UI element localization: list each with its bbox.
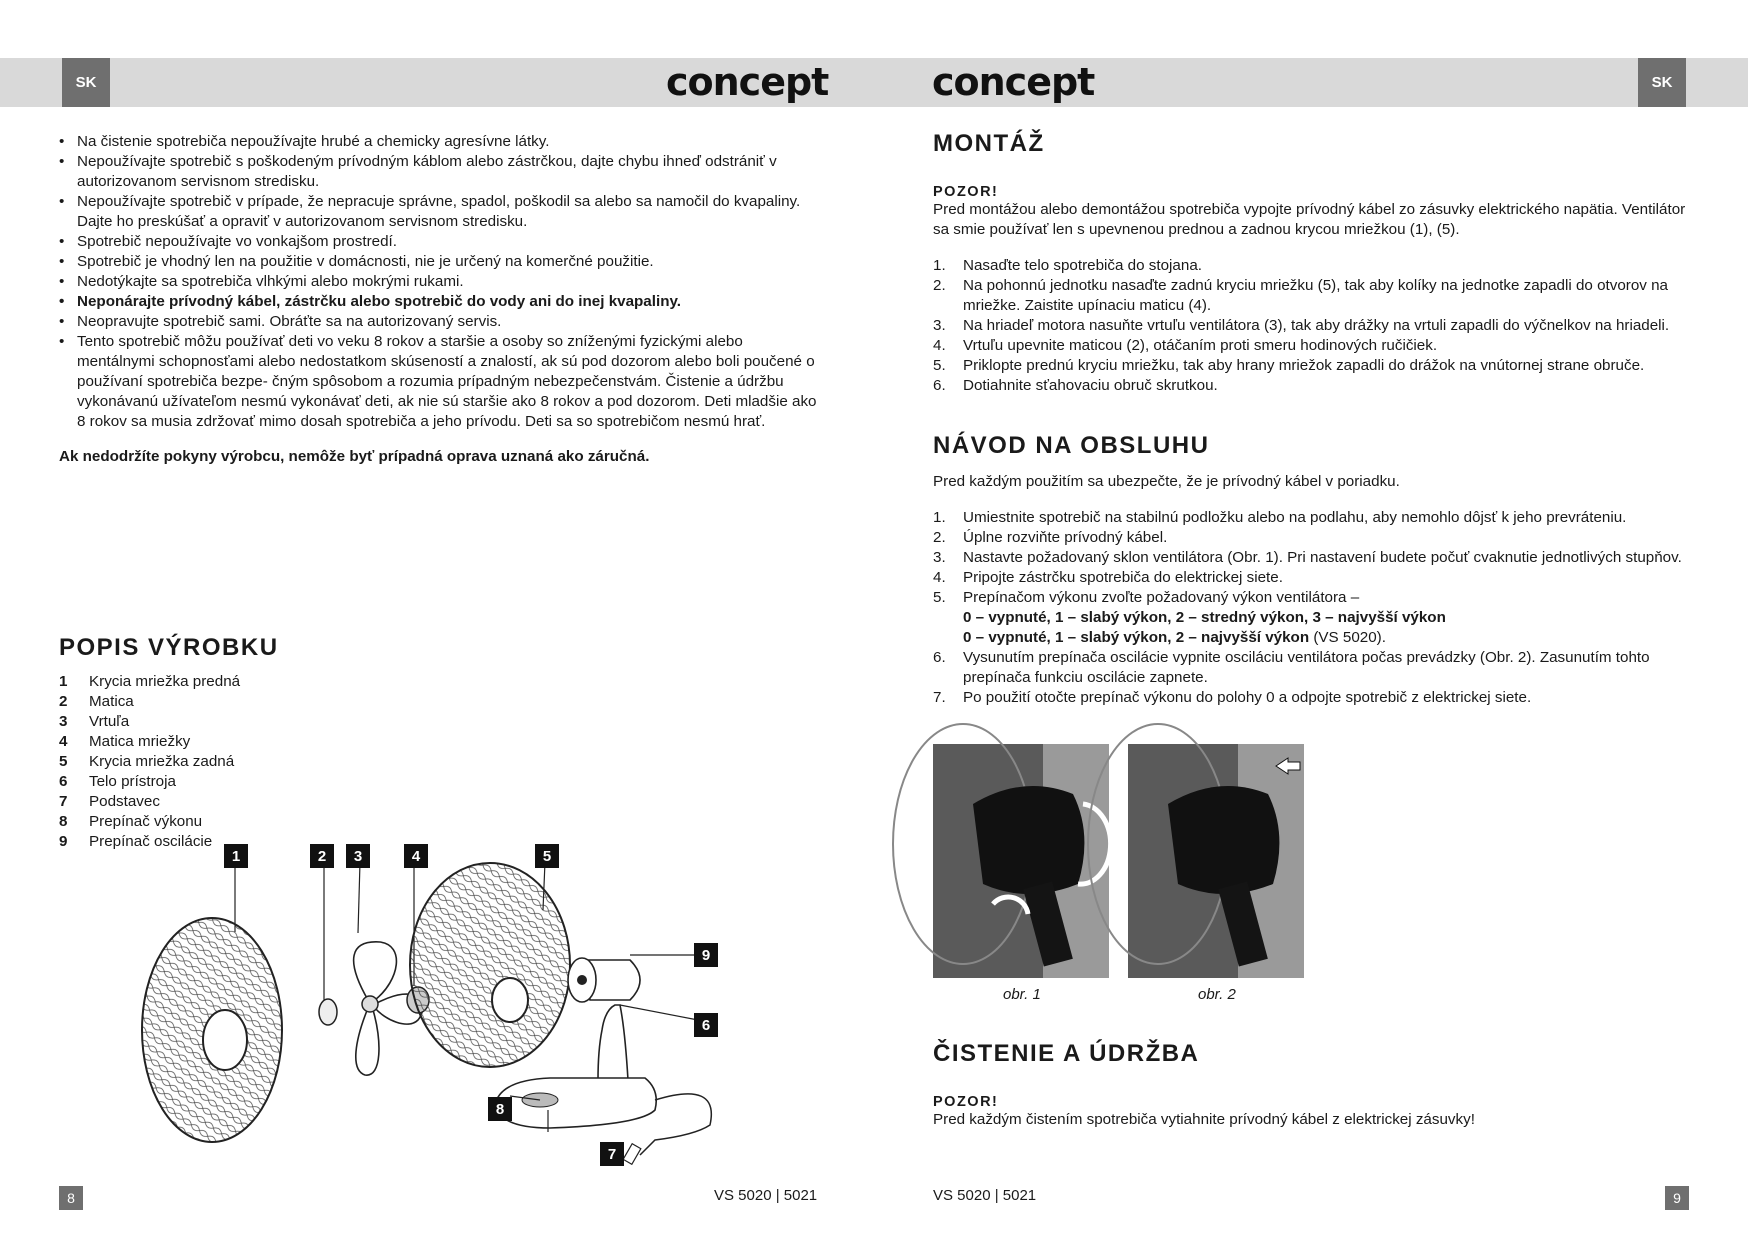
step-text: Vysunutím prepínača oscilácie vypnite osciláciu ventilátora počas prevádzky (Obr. 2). Zasunutím tohto prepínača funkciu oscilácie zapnete.: [963, 649, 1650, 686]
part-label: Podstavec: [89, 793, 160, 810]
step-number: 5.: [933, 357, 946, 374]
cleaning-warning-text: Pred každým čistením spotrebiča vytiahnite prívodný kábel z elektrickej zásuvky!: [933, 1111, 1475, 1128]
warranty-note: Ak nedodržíte pokyny výrobcu, nemôže byť prípadná oprava uznaná ako záručná.: [59, 448, 650, 465]
step-number: 2.: [933, 529, 946, 546]
step-item: [933, 508, 1693, 528]
safety-bullet: • Na čistenie spotrebiča nepoužívajte hrubé a chemicky agresívne látky.: [59, 132, 819, 152]
model-suffix: (VS 5020).: [1309, 629, 1386, 646]
model-label-right: VS 5020 | 5021: [933, 1187, 1037, 1204]
step-text: Vrtuľu upevnite maticou (2), otáčaním proti smeru hodinových ručičiek.: [963, 337, 1438, 354]
part-number: 2: [59, 693, 68, 710]
diagram-callout-4: [404, 844, 428, 868]
figure-2-caption: obr. 2: [1198, 986, 1236, 1003]
diagram-callout-9: [694, 943, 718, 967]
svg-text:1: 1: [231, 848, 241, 865]
safety-bullet: • Neopravujte spotrebič sami. Obráťte sa na autorizovaný servis.: [59, 312, 819, 332]
part-number: 4: [59, 733, 68, 750]
step-text: Nastavte požadovaný sklon ventilátora (Obr. 1). Pri nastavení budete počuť cvaknutie jednotlivých stupňov.: [963, 549, 1682, 566]
operation-intro: Pred každým použitím sa ubezpečte, že je prívodný kábel v poriadku.: [933, 473, 1400, 490]
step-number: 4.: [933, 337, 946, 354]
language-badge-right: SK: [1638, 58, 1686, 107]
left-page: [59, 132, 819, 465]
step-text: Dotiahnite sťahovaciu obruč skrutkou.: [963, 377, 1218, 394]
safety-bullet: • Nepoužívajte spotrebič v prípade, že nepracuje správne, spadol, poškodil sa alebo sa namočil do kvapaliny. Dajte ho preskúšať a opraviť v autorizovanom servisnom stredisku.: [59, 192, 819, 232]
step-item: [933, 356, 1693, 376]
step-item: [933, 588, 1693, 648]
step-text: Na hriadeľ motora nasuňte vrtuľu ventilátora (3), tak aby drážky na vrtuli zapadli do výčnelkov na hriadeli.: [963, 317, 1670, 334]
step-item: [933, 528, 1693, 548]
step-text: Na pohonnú jednotku nasaďte zadnú kryciu mriežku (5), tak aby kolíky na jednotke zapadli do otvorov na mriežke. Zaistite upínaciu maticu (4).: [963, 277, 1668, 314]
part-item: [59, 812, 759, 832]
step-text: Umiestnite spotrebič na stabilnú podložku alebo na podlahu, aby nemohlo dôjsť k jeho prevráteniu.: [963, 509, 1627, 526]
diagram-callout-8: [488, 1097, 512, 1121]
step-item: [933, 276, 1693, 316]
diagram-callout-2: [310, 844, 334, 868]
fan-exploded-diagram: [150, 848, 730, 1170]
part-label: Prepínač výkonu: [89, 813, 203, 830]
assembly-section: [933, 130, 1693, 396]
power-levels-5020-line: [963, 628, 1693, 648]
safety-bullet: • Spotrebič je vhodný len na použitie v domácnosti, nie je určený na komerčné použitie.: [59, 252, 819, 272]
svg-text:2: 2: [317, 848, 327, 865]
step-number: 5.: [933, 589, 946, 606]
svg-text:7: 7: [607, 1146, 617, 1163]
assembly-warning-label: POZOR!: [933, 184, 999, 200]
front-grille-drawing: [142, 862, 282, 1142]
part-label: Krycia mriežka predná: [89, 673, 241, 690]
step-text: Úplne rozviňte prívodný kábel.: [963, 529, 1168, 546]
assembly-steps-list: [933, 256, 1693, 396]
figure-2-photo: [1128, 744, 1304, 978]
step-item: [933, 316, 1693, 336]
svg-text:4: 4: [411, 848, 421, 865]
step-number: 1.: [933, 509, 946, 526]
part-number: 7: [59, 793, 68, 810]
safety-bullet: • Spotrebič nepoužívajte vo vonkajšom prostredí.: [59, 232, 819, 252]
part-item: [59, 672, 759, 692]
step-item: [933, 648, 1693, 688]
part-number: 9: [59, 833, 68, 850]
step-item: [933, 376, 1693, 396]
step-item: [933, 688, 1693, 708]
part-item: [59, 712, 759, 732]
part-label: Matica: [89, 693, 134, 710]
step-item: [933, 568, 1693, 588]
language-badge-left: SK: [62, 58, 110, 107]
step-number: 6.: [933, 649, 946, 666]
power-levels-5020: 0 – vypnuté, 1 – slabý výkon, 2 – najvyšší výkon: [963, 629, 1310, 646]
cleaning-section: [933, 1040, 1693, 1130]
part-item: [59, 752, 759, 772]
step-number: 4.: [933, 569, 946, 586]
page-number-left: 8: [59, 1186, 83, 1210]
svg-text:3: 3: [353, 848, 363, 865]
part-number: 5: [59, 753, 68, 770]
step-text: Prepínačom výkonu zvoľte požadovaný výkon ventilátora –: [963, 589, 1360, 606]
cleaning-title: ČISTENIE A ÚDRŽBA: [933, 1040, 1200, 1067]
step-item: [933, 256, 1693, 276]
assembly-title: MONTÁŽ: [933, 130, 1045, 157]
part-label: Telo prístroja: [89, 773, 176, 790]
operation-section: [933, 432, 1693, 708]
step-number: 7.: [933, 689, 946, 706]
step-number: 2.: [933, 277, 946, 294]
safety-instructions-list: [59, 132, 819, 432]
brand-logo-left: concept: [666, 60, 829, 104]
diagram-callout-1: [224, 844, 248, 868]
part-label: Vrtuľa: [89, 713, 130, 730]
part-number: 8: [59, 813, 68, 830]
diagram-callout-6: [694, 1013, 718, 1037]
safety-bullet: • Neponárajte prívodný kábel, zástrčku alebo spotrebič do vody ani do inej kvapaliny.: [59, 292, 819, 312]
step-item: [933, 336, 1693, 356]
step-item: [933, 548, 1693, 568]
rear-grille-drawing: [410, 862, 570, 1067]
part-number: 1: [59, 673, 68, 690]
assembly-warning-text: Pred montážou alebo demontážou spotrebiča vypojte prívodný kábel zo zásuvky elektrického napätia. Ventilátor sa smie používať len s upevnenou prednou a zadnou krycou mriežkou (1), (5).: [933, 201, 1686, 238]
diagram-callout-3: [346, 844, 370, 868]
part-number: 3: [59, 713, 68, 730]
safety-bullet: • Nepoužívajte spotrebič s poškodeným prívodným káblom alebo zástrčkou, dajte chybu ihneď odstrániť v autorizovanom servisnom stredisku.: [59, 152, 819, 192]
operation-title: NÁVOD NA OBSLUHU: [933, 432, 1210, 459]
step-number: 3.: [933, 549, 946, 566]
cleaning-warning-label: POZOR!: [933, 1094, 999, 1110]
step-number: 1.: [933, 257, 946, 274]
product-description-section: [59, 634, 759, 852]
svg-text:5: 5: [542, 848, 552, 865]
step-text: Po použití otočte prepínač výkonu do polohy 0 a odpojte spotrebič z elektrickej siete.: [963, 689, 1532, 706]
step-text: Priklopte prednú kryciu mriežku, tak aby hrany mriežok zapadli do drážok na vnútornej strane obruče.: [963, 357, 1645, 374]
part-item: [59, 792, 759, 812]
operation-steps-list: [933, 508, 1693, 708]
safety-bullet: • Nedotýkajte sa spotrebiča vlhkými alebo mokrými rukami.: [59, 272, 819, 292]
parts-list: [59, 672, 759, 852]
svg-text:6: 6: [701, 1017, 711, 1034]
safety-bullet: • Tento spotrebič môžu používať deti vo veku 8 rokov a staršie a osoby so zníženými fyzickými alebo mentálnymi schopnosťami alebo nedostatkom skúseností a znalostí, ak sú pod dozorom alebo boli poučené o používaní spotrebiča bezpe- čným spôsobom a rozumia prípadným nebezpečenstvám. Čistenie a údržbu vykonávanú užívateľom nesmú vykonávať deti, ak nie sú staršie ako 8 rokov a pod dozorom. Deti mladšie ako 8 rokov sa musia zdržovať mimo dosah spotrebiča a jeho prívodu. Deti sa so spotrebičom nesmú hrať.: [59, 332, 819, 432]
figure-1-caption: obr. 1: [1003, 986, 1041, 1003]
step-text: Nasaďte telo spotrebiča do stojana.: [963, 257, 1202, 274]
product-description-title: POPIS VÝROBKU: [59, 634, 279, 661]
power-levels-5021: 0 – vypnuté, 1 – slabý výkon, 2 – stredný výkon, 3 – najvyšší výkon: [963, 609, 1446, 626]
part-label: Krycia mriežka zadná: [89, 753, 235, 770]
step-number: 3.: [933, 317, 946, 334]
diagram-callout-5: [535, 844, 559, 868]
part-label: Prepínač oscilácie: [89, 833, 213, 850]
page-number-right: 9: [1665, 1186, 1689, 1210]
model-label-left: VS 5020 | 5021: [714, 1187, 818, 1204]
part-item: [59, 692, 759, 712]
svg-text:9: 9: [701, 947, 711, 964]
part-number: 6: [59, 773, 68, 790]
part-item: [59, 732, 759, 752]
part-item: [59, 772, 759, 792]
figure-1-photo: [933, 744, 1109, 978]
svg-text:8: 8: [495, 1101, 505, 1118]
step-number: 6.: [933, 377, 946, 394]
brand-logo-right: concept: [932, 60, 1095, 104]
step-text: Pripojte zástrčku spotrebiča do elektrickej siete.: [963, 569, 1283, 586]
part-label: Matica mriežky: [89, 733, 191, 750]
nut-drawing: [319, 862, 337, 1025]
diagram-callout-7: [600, 1142, 624, 1166]
